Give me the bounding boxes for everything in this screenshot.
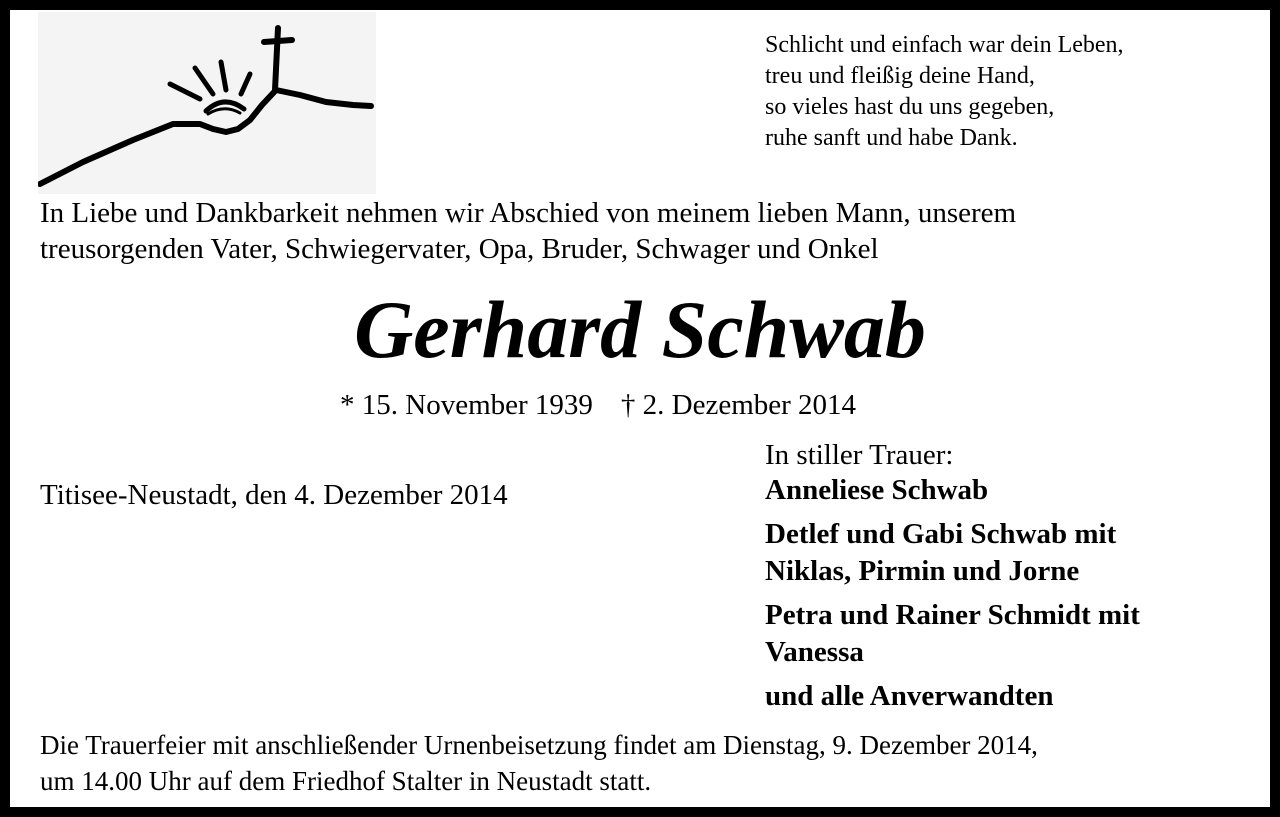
- poem: [765, 30, 1124, 154]
- poem-line: Schlicht und einfach war dein Leben,: [765, 32, 1124, 58]
- mourner-name: und alle Anverwandten: [765, 680, 1054, 712]
- mourners-heading: In stiller Trauer:: [765, 439, 954, 471]
- intro-line: treusorgenden Vater, Schwiegervater, Opa, Bruder, Schwager und Onkel: [40, 233, 879, 265]
- sun-cross-mountain-icon: [38, 12, 376, 194]
- birth-date: * 15. November 1939: [340, 389, 593, 421]
- mourner-name: Vanessa: [765, 636, 864, 668]
- place-and-date: Titisee-Neustadt, den 4. Dezember 2014: [40, 479, 508, 511]
- mourner-group: [765, 597, 1140, 671]
- service-line: um 14.00 Uhr auf dem Friedhof Stalter in Neustadt statt.: [40, 766, 652, 796]
- mourner-name: Niklas, Pirmin und Jorne: [765, 555, 1080, 587]
- intro-line: In Liebe und Dankbarkeit nehmen wir Abschied von meinem lieben Mann, unserem: [40, 197, 1017, 229]
- mourner-group: [765, 516, 1140, 590]
- mourner-name: Petra und Rainer Schmidt mit: [765, 599, 1140, 631]
- mourners-list: [765, 438, 1140, 715]
- obituary-notice: [10, 10, 1270, 807]
- poem-line: treu und fleißig deine Hand,: [765, 63, 1035, 89]
- life-dates: [340, 388, 856, 422]
- deceased-name: Gerhard Schwab: [354, 284, 926, 375]
- death-date: † 2. Dezember 2014: [620, 389, 857, 421]
- funeral-service-info: [40, 727, 1244, 799]
- service-line: Die Trauerfeier mit anschließender Urnenbeisetzung findet am Dienstag, 9. Dezember 2014,: [40, 730, 1038, 760]
- mourner-group: [765, 678, 1140, 715]
- mourner-name: Anneliese Schwab: [765, 474, 989, 506]
- poem-line: ruhe sanft und habe Dank.: [765, 125, 1018, 151]
- poem-line: so vieles hast du uns gegeben,: [765, 94, 1055, 120]
- mourner-name: Detlef und Gabi Schwab mit: [765, 518, 1117, 550]
- farewell-intro: [40, 195, 1244, 267]
